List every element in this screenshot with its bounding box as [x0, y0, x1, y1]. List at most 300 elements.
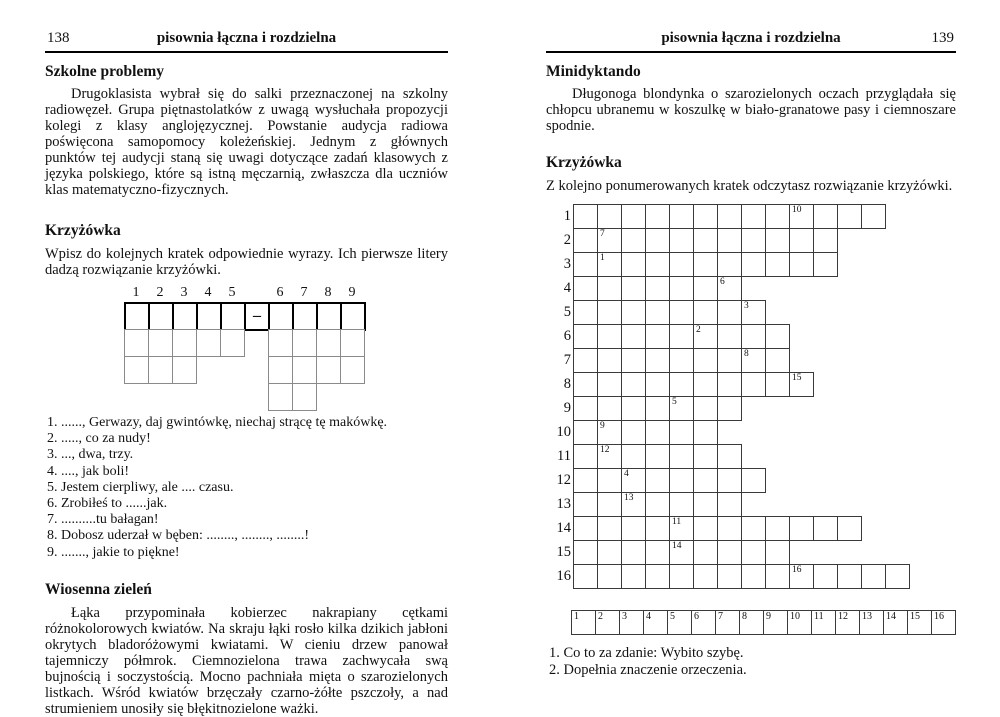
crossword-cell	[669, 324, 694, 349]
page-number-left: 138	[47, 30, 70, 46]
crossword-row	[551, 492, 956, 517]
crossword-cell	[597, 444, 622, 469]
cell-number: 12	[600, 445, 610, 455]
crossword-cell	[837, 204, 862, 229]
crossword-cell	[597, 516, 622, 541]
crossword-cell	[693, 228, 718, 253]
crossword-column-number: 6	[276, 285, 284, 300]
answer-cell-number: 7	[718, 611, 723, 622]
crossword-cell	[693, 252, 718, 277]
crossword-cell	[693, 420, 718, 445]
crossword-cell	[789, 372, 814, 397]
crossword-cell	[765, 564, 790, 589]
crossword-cell	[645, 300, 670, 325]
page-139	[546, 28, 956, 678]
crossword-cell	[316, 302, 342, 331]
crossword-cell	[717, 396, 742, 421]
crossword-cell	[669, 396, 694, 421]
crossword-cell	[813, 228, 838, 253]
crossword-cell	[316, 329, 341, 357]
crossword-cell	[669, 228, 694, 253]
clue-item: 5. Jestem cierpliwy, ale .... czasu.	[47, 479, 234, 495]
answer-cell-number: 13	[862, 611, 872, 622]
clue-item: 6. Zrobiłeś to ......jak.	[47, 496, 168, 512]
crossword-cell	[765, 348, 790, 373]
cell-number: 3	[744, 301, 749, 311]
crossword-cell	[621, 468, 646, 493]
crossword-cell	[621, 444, 646, 469]
answer-cell-number: 8	[742, 611, 747, 622]
crossword-cell	[645, 324, 670, 349]
crossword-cell	[172, 356, 197, 384]
crossword-cell	[621, 516, 646, 541]
crossword-cell	[765, 516, 790, 541]
page-138	[45, 28, 448, 717]
crossword-cell	[621, 348, 646, 373]
crossword-cell	[645, 540, 670, 565]
crossword-cell	[693, 468, 718, 493]
crossword-cell	[621, 276, 646, 301]
answer-cell-number: 3	[622, 611, 627, 622]
page-number-right: 139	[931, 30, 954, 46]
answer-cell-number: 16	[934, 611, 944, 622]
crossword-cell	[196, 329, 221, 357]
crossword-row	[551, 564, 956, 589]
crossword-cell	[741, 324, 766, 349]
crossword-cell	[693, 372, 718, 397]
crossword-cell	[220, 329, 245, 357]
answer-cell	[883, 610, 908, 635]
crossword-cell	[669, 516, 694, 541]
crossword-row	[551, 516, 956, 541]
crossword-row	[551, 300, 956, 325]
crossword-row	[551, 444, 956, 469]
cell-number: 2	[696, 325, 701, 335]
running-title-left: pisownia łączna i rozdzielna	[156, 30, 337, 46]
clue-item: 7. ..........tu bałagan!	[47, 512, 159, 528]
crossword-cell	[717, 492, 742, 517]
crossword-cell	[573, 420, 598, 445]
crossword-cell	[669, 540, 694, 565]
crossword-cell	[741, 372, 766, 397]
crossword-cell	[645, 252, 670, 277]
crossword-cell	[597, 396, 622, 421]
row-number: 13	[556, 496, 571, 512]
crossword-cell	[669, 348, 694, 373]
crossword-cell	[573, 396, 598, 421]
answer-cell	[739, 610, 764, 635]
crossword-cell	[124, 356, 149, 384]
crossword-row	[551, 540, 956, 565]
crossword-row	[551, 396, 956, 421]
answer-cell-number: 10	[790, 611, 800, 622]
row-number: 5	[563, 304, 571, 320]
crossword-cell	[597, 228, 622, 253]
crossword-column-number: 1	[132, 285, 140, 300]
crossword-cell	[597, 492, 622, 517]
crossword-cell	[717, 252, 742, 277]
crossword-cell	[669, 252, 694, 277]
crossword-cell	[693, 444, 718, 469]
crossword-cell	[292, 329, 317, 357]
answer-cell-number: 1	[574, 611, 579, 622]
crossword-cell	[597, 276, 622, 301]
crossword-cell	[645, 564, 670, 589]
crossword-cell	[741, 540, 766, 565]
crossword-cell	[573, 252, 598, 277]
answer-cell-number: 2	[598, 611, 603, 622]
crossword-cell	[861, 204, 886, 229]
crossword-row	[551, 228, 956, 253]
crossword-cell	[837, 564, 862, 589]
crossword-cell	[717, 468, 742, 493]
crossword-cell	[621, 228, 646, 253]
cell-number: 10	[792, 205, 802, 215]
crossword-cell	[669, 564, 694, 589]
heading-krzyzowka-left: Krzyżówka	[45, 222, 121, 239]
crossword-column-number: 3	[180, 285, 188, 300]
cell-number: 11	[672, 517, 682, 527]
crossword-cell	[717, 300, 742, 325]
crossword-cell	[717, 324, 742, 349]
answer-cell-number: 12	[838, 611, 848, 622]
crossword-cell	[669, 492, 694, 517]
crossword-grid-right	[551, 204, 956, 589]
cell-number: 9	[600, 421, 605, 431]
heading-wiosenna-zielen: Wiosenna zieleń	[45, 580, 152, 598]
answer-cell	[811, 610, 836, 635]
crossword-cell	[621, 396, 646, 421]
crossword-cell	[645, 396, 670, 421]
header-rule-right	[546, 51, 956, 53]
row-number: 7	[563, 352, 571, 368]
crossword-cell	[621, 300, 646, 325]
crossword-cell	[717, 276, 742, 301]
crossword-cell	[621, 492, 646, 517]
cell-number: 1	[600, 253, 605, 263]
crossword-cell	[813, 252, 838, 277]
answer-cell	[691, 610, 716, 635]
row-number: 9	[563, 400, 571, 416]
crossword-cell	[645, 516, 670, 541]
clue-item: 2. ....., co za nudy!	[47, 431, 151, 447]
crossword-cell	[621, 540, 646, 565]
cell-number: 15	[792, 373, 802, 383]
row-number: 14	[556, 520, 571, 536]
row-number: 10	[556, 424, 571, 440]
crossword-cell	[292, 356, 317, 384]
cell-number: 8	[744, 349, 749, 359]
row-number: 2	[563, 232, 571, 248]
crossword-cell	[573, 492, 598, 517]
crossword-dash-cell: –	[244, 302, 270, 331]
crossword-cell	[813, 564, 838, 589]
row-number: 16	[556, 568, 571, 584]
crossword-column-number: 5	[228, 285, 236, 300]
crossword-cell	[573, 516, 598, 541]
crossword-cell	[573, 276, 598, 301]
answer-cell	[715, 610, 740, 635]
crossword-cell	[693, 564, 718, 589]
crossword-cell	[741, 228, 766, 253]
crossword-cell	[292, 302, 318, 331]
row-number: 4	[563, 280, 571, 296]
krzyzowka-intro-left: Wpisz do kolejnych kratek odpowiednie wyrazy. Ich pierwsze litery dadzą rozwiązanie krzyżówki.	[45, 246, 448, 278]
crossword-cell	[220, 302, 246, 331]
crossword-cell	[765, 372, 790, 397]
heading-szkolne-problemy: Szkolne problemy	[45, 63, 164, 80]
crossword-cell	[693, 396, 718, 421]
crossword-cell	[693, 516, 718, 541]
crossword-cell	[621, 252, 646, 277]
crossword-cell	[573, 228, 598, 253]
crossword-cell	[717, 516, 742, 541]
clue-item: 1. Co to za zdanie: Wybito szybę.	[549, 645, 744, 661]
crossword-cell	[813, 516, 838, 541]
crossword-cell	[268, 329, 293, 357]
crossword-cell	[340, 302, 366, 331]
crossword-cell	[597, 372, 622, 397]
crossword-cell	[693, 540, 718, 565]
crossword-row	[551, 372, 956, 397]
paragraph-wiosenna-zielen: Łąka przypominała kobierzec nakrapiany cętkami różnokolorowych kwiatów. Na skraju łąki rosło kilka dzikich jabłoni okrytych bladoróżowymi kwiatami. W cieniu drzew panował tajemniczy półmrok. Ciemnozielona trawa zachwycała swą bujnością i soczystością. Mocno pachniała mięta o szarozielonych listkach. Wśród kwiatów brzęczały czarno-żółte pszczoły, a nad strumieniem unosiły się błękitnozielone ważki.	[45, 604, 448, 717]
crossword-cell	[573, 564, 598, 589]
crossword-cell	[597, 252, 622, 277]
crossword-cell	[645, 228, 670, 253]
crossword-cell	[669, 372, 694, 397]
cell-number: 16	[792, 565, 802, 575]
crossword-cell	[124, 329, 149, 357]
cell-number: 7	[600, 229, 605, 239]
crossword-cell	[789, 228, 814, 253]
row-number: 3	[563, 256, 571, 272]
answer-cell	[859, 610, 884, 635]
paragraph-minidyktando: Długonoga blondynka o szarozielonych oczach przyglądała się chłopcu ubranemu w koszulkę w biało-granatowe pasy i ciemnoszare spodnie.	[546, 86, 956, 134]
crossword-cell	[196, 302, 222, 331]
clue-list-left	[47, 415, 448, 561]
crossword-cell	[717, 204, 742, 229]
crossword-cell	[669, 276, 694, 301]
crossword-cell	[316, 356, 341, 384]
crossword-cell	[645, 348, 670, 373]
crossword-cell	[573, 540, 598, 565]
answer-cell	[907, 610, 932, 635]
crossword-cell	[645, 276, 670, 301]
answer-cell	[595, 610, 620, 635]
crossword-cell	[340, 329, 365, 357]
crossword-cell	[717, 348, 742, 373]
crossword-cell	[621, 564, 646, 589]
crossword-cell	[573, 300, 598, 325]
crossword-cell	[837, 516, 862, 541]
answer-cell	[571, 610, 596, 635]
crossword-cell	[693, 492, 718, 517]
crossword-cell	[789, 204, 814, 229]
crossword-row	[551, 324, 956, 349]
crossword-cell	[645, 444, 670, 469]
crossword-cell	[693, 324, 718, 349]
page-header-right	[546, 28, 956, 48]
crossword-cell	[765, 540, 790, 565]
crossword-cell	[741, 516, 766, 541]
crossword-cell	[597, 348, 622, 373]
crossword-cell	[172, 302, 198, 331]
row-number: 11	[557, 448, 571, 464]
crossword-cell	[597, 564, 622, 589]
crossword-cell	[669, 444, 694, 469]
krzyzowka-intro-right: Z kolejno ponumerowanych kratek odczytasz rozwiązanie krzyżówki.	[546, 178, 953, 194]
crossword-cell	[645, 204, 670, 229]
crossword-cell	[340, 356, 365, 384]
running-title-right: pisownia łączna i rozdzielna	[661, 30, 841, 46]
answer-cell	[835, 610, 860, 635]
answer-cell-number: 15	[910, 611, 920, 622]
crossword-cell	[669, 300, 694, 325]
crossword-cell	[597, 420, 622, 445]
crossword-cell	[172, 329, 197, 357]
paragraph-szkolne-problemy: Drugoklasista wybrał się do salki przeznaczonej na szkolny radiowęzeł. Grupa piętnastolatków z uwagą wysłuchała propozycji kolegi z klasy anglojęzycznej. Powstanie audycja radiowa poświęcona samopomocy koleżeńskiej. Jednym z głównych punktów tej audycji staną się uwagi dotyczące zadań klasowych z języka polskiego, które są istną męczarnią, zwłaszcza dla uczniów klas matematyczno-fizycznych.	[45, 86, 448, 198]
crossword-column-number: 8	[324, 285, 332, 300]
crossword-cell	[885, 564, 910, 589]
answer-cell	[619, 610, 644, 635]
clue-item: 2. Dopełnia znaczenie orzeczenia.	[549, 661, 747, 678]
crossword-cell	[741, 348, 766, 373]
answer-cell	[763, 610, 788, 635]
cell-number: 14	[672, 541, 682, 551]
answer-cell-number: 11	[814, 611, 824, 622]
answer-cell-number: 6	[694, 611, 699, 622]
crossword-cell	[573, 444, 598, 469]
heading-krzyzowka-right: Krzyżówka	[546, 154, 622, 171]
crossword-cell	[693, 204, 718, 229]
crossword-cell	[717, 228, 742, 253]
crossword-cell	[621, 420, 646, 445]
crossword-cell	[741, 204, 766, 229]
crossword-cell	[621, 204, 646, 229]
crossword-cell	[789, 252, 814, 277]
crossword-column-number: 2	[156, 285, 164, 300]
answer-cell	[667, 610, 692, 635]
crossword-cell	[765, 204, 790, 229]
crossword-row	[551, 204, 956, 229]
header-rule-left	[45, 51, 448, 53]
crossword-cell	[741, 300, 766, 325]
crossword-cell	[597, 468, 622, 493]
crossword-cell	[669, 204, 694, 229]
cell-number: 6	[720, 277, 725, 287]
crossword-cell	[148, 329, 173, 357]
crossword-cell	[573, 372, 598, 397]
crossword-cell	[717, 372, 742, 397]
crossword-cell	[717, 540, 742, 565]
answer-cell-number: 9	[766, 611, 771, 622]
crossword-cell	[573, 348, 598, 373]
crossword-cell	[693, 300, 718, 325]
crossword-cell	[861, 564, 886, 589]
crossword-column-number: 9	[348, 285, 356, 300]
crossword-cell	[645, 420, 670, 445]
cell-number: 13	[624, 493, 634, 503]
answer-cell	[787, 610, 812, 635]
clue-item: 9. ......., jakie to piękne!	[47, 544, 180, 560]
crossword-row	[551, 420, 956, 445]
heading-minidyktando: Minidyktando	[546, 63, 641, 80]
cell-number: 5	[672, 397, 677, 407]
crossword-cell	[597, 540, 622, 565]
crossword-cell	[124, 302, 150, 331]
crossword-cell	[813, 204, 838, 229]
crossword-cell	[765, 324, 790, 349]
crossword-cell	[292, 383, 317, 411]
row-number: 15	[556, 544, 571, 560]
crossword-column-number: 7	[300, 285, 308, 300]
clue-item: 1. ......, Gerwazy, daj gwintówkę, niechaj strącę tę makówkę.	[47, 415, 388, 430]
cell-number: 4	[624, 469, 629, 479]
crossword-cell	[268, 302, 294, 331]
answer-cell-number: 4	[646, 611, 651, 622]
answer-cell-number: 14	[886, 611, 896, 622]
crossword-cell	[789, 564, 814, 589]
crossword-cell	[741, 468, 766, 493]
crossword-cell	[573, 204, 598, 229]
crossword-cell	[621, 324, 646, 349]
crossword-cell	[741, 252, 766, 277]
crossword-cell	[645, 492, 670, 517]
answer-cell	[931, 610, 956, 635]
row-number: 1	[563, 208, 571, 224]
crossword-cell	[741, 564, 766, 589]
crossword-cell	[645, 372, 670, 397]
clue-item: 3. ..., dwa, trzy.	[47, 447, 134, 463]
crossword-cell	[717, 564, 742, 589]
crossword-row	[551, 252, 956, 277]
crossword-cell	[148, 302, 174, 331]
clue-item: 4. ...., jak boli!	[47, 463, 130, 479]
row-number: 6	[563, 328, 571, 344]
crossword-cell	[693, 276, 718, 301]
crossword-cell	[597, 300, 622, 325]
crossword-column-number: 4	[204, 285, 212, 300]
answer-row	[571, 610, 956, 635]
crossword-cell	[789, 516, 814, 541]
row-number: 12	[556, 472, 571, 488]
crossword-row	[551, 276, 956, 301]
crossword-cell	[268, 356, 293, 384]
crossword-cell	[597, 204, 622, 229]
crossword-cell	[693, 348, 718, 373]
clue-list-right	[549, 645, 956, 678]
answer-cell-number: 5	[670, 611, 675, 622]
clue-item: 8. Dobosz uderzał w bęben: ........, ........, ........!	[47, 528, 310, 544]
crossword-cell	[717, 444, 742, 469]
crossword-cell	[669, 420, 694, 445]
crossword-cell	[765, 252, 790, 277]
crossword-cell	[573, 324, 598, 349]
crossword-cell	[621, 372, 646, 397]
crossword-cell	[597, 324, 622, 349]
crossword-cell	[268, 383, 293, 411]
crossword-cell	[148, 356, 173, 384]
row-number: 8	[563, 376, 571, 392]
crossword-cell	[645, 468, 670, 493]
crossword-cell	[765, 228, 790, 253]
answer-cell	[643, 610, 668, 635]
crossword-cell	[573, 468, 598, 493]
crossword-cell	[669, 468, 694, 493]
crossword-row	[551, 468, 956, 493]
crossword-grid-left	[124, 285, 368, 411]
page-header-left	[45, 28, 448, 48]
